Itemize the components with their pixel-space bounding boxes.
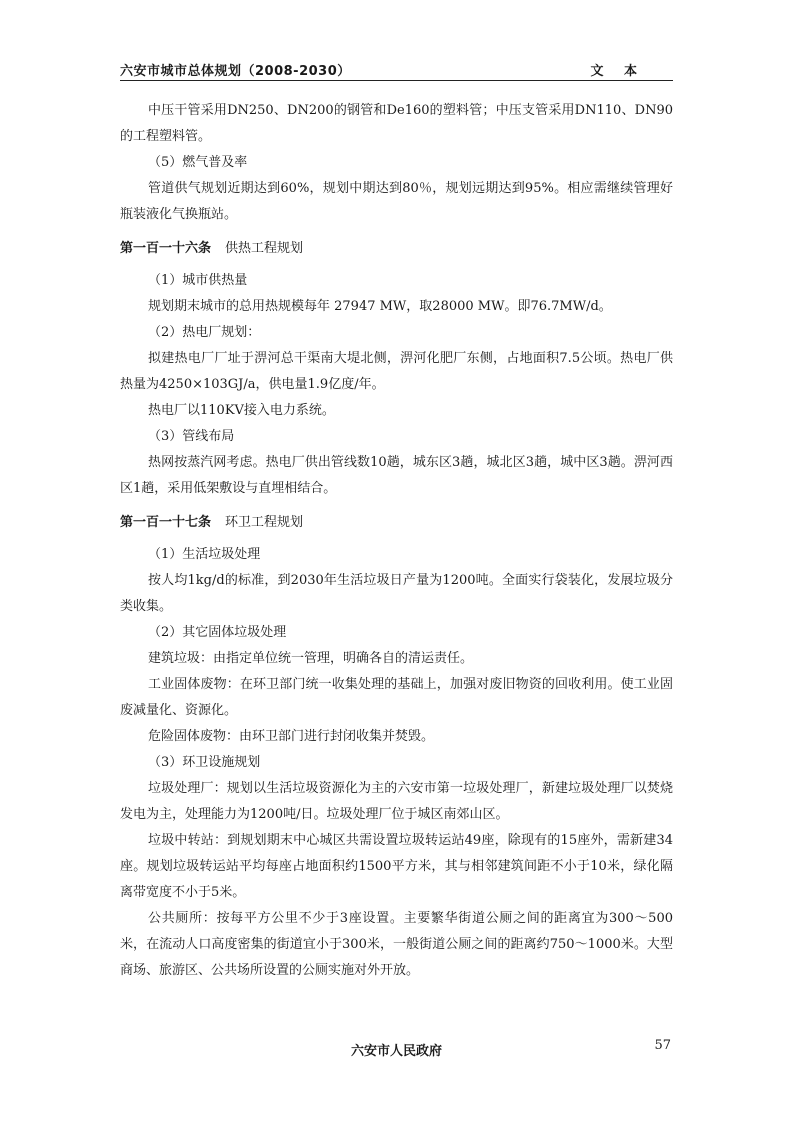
article-title: 供热工程规划 xyxy=(225,241,304,256)
article-number: 第一百一十七条 xyxy=(120,515,212,530)
subsection-heading: （2）热电厂规划： xyxy=(148,325,261,340)
main-content xyxy=(120,98,673,984)
paragraph: 垃圾处理厂：规划以生活垃圾资源化为主的六安市第一垃圾处理厂，新建垃圾处理厂以焚烧发电为主，处理能力为1200吨/日。垃圾处理厂位于城区南郊山区。 xyxy=(120,781,673,822)
subsection-heading: （5）燃气普及率 xyxy=(148,155,248,170)
paragraph: 公共厕所：按每平方公里不少于3座设置。主要繁华街道公厕之间的距离宜为300～500米，在流动人口高度密集的街道宜小于300米，一般街道公厕之间的距离约750～1000米。大型商场、旅游区、公共场所设置的公厕实施对外开放。 xyxy=(120,911,673,978)
article-number: 第一百一十六条 xyxy=(120,241,212,256)
article-heading-117 xyxy=(120,510,673,536)
subsection-heading: （1）城市供热量 xyxy=(148,273,248,288)
paragraph: 垃圾中转站：到规划期末中心城区共需设置垃圾转运站49座，除现有的15座外，需新建34座。规划垃圾转运站平均每座占地面积约1500平方米，其与相邻建筑间距不小于10米，绿化隔离带宽度不小于5米。 xyxy=(120,833,673,900)
subsection-heading: （2）其它固体垃圾处理 xyxy=(148,625,287,640)
paragraph: 管道供气规划近期达到60%，规划中期达到80％，规划远期达到95%。相应需继续管理好瓶装液化气换瓶站。 xyxy=(120,181,673,222)
article-title: 环卫工程规划 xyxy=(225,515,304,530)
page-number: 57 xyxy=(654,1038,671,1053)
article-heading-116 xyxy=(120,236,673,262)
document-title: 六安市城市总体规划（2008-2030） xyxy=(120,64,351,79)
paragraph: 拟建热电厂厂址于淠河总干渠南大堤北侧，淠河化肥厂东侧，占地面积7.5公顷。热电厂供热量为4250×103GJ/a，供电量1.9亿度/年。 xyxy=(120,351,673,392)
paragraph: 危险固体废物：由环卫部门进行封闭收集并焚毁。 xyxy=(148,729,435,744)
page-header xyxy=(120,60,673,82)
subsection-heading: （3）管线布局 xyxy=(148,429,235,444)
paragraph: 中压干管采用DN250、DN200的钢管和De160的塑料管；中压支管采用DN110、DN90的工程塑料管。 xyxy=(120,103,673,144)
paragraph: 规划期末城市的总用热规模每年 27947 MW，取28000 MW。即76.7MW/d。 xyxy=(148,299,612,314)
paragraph: 热网按蒸汽网考虑。热电厂供出管线数10趟，城东区3趟，城北区3趟，城中区3趟。淠河西区1趟，采用低架敷设与直埋相结合。 xyxy=(120,455,673,496)
paragraph: 热电厂以110KV接入电力系统。 xyxy=(148,403,335,418)
subsection-heading: （3）环卫设施规划 xyxy=(148,755,261,770)
paragraph: 工业固体废物：在环卫部门统一收集处理的基础上，加强对废旧物资的回收利用。使工业固废减量化、资源化。 xyxy=(120,677,673,718)
paragraph: 建筑垃圾：由指定单位统一管理，明确各自的清运责任。 xyxy=(148,651,474,666)
footer-issuer: 六安市人民政府 xyxy=(350,1044,442,1059)
subsection-heading: （1）生活垃圾处理 xyxy=(148,547,261,562)
header-divider xyxy=(120,80,673,81)
document-type-label: 文 本 xyxy=(590,64,645,79)
paragraph: 按人均1kg/d的标准，到2030年生活垃圾日产量为1200吨。全面实行袋装化，发展垃圾分类收集。 xyxy=(120,573,673,614)
